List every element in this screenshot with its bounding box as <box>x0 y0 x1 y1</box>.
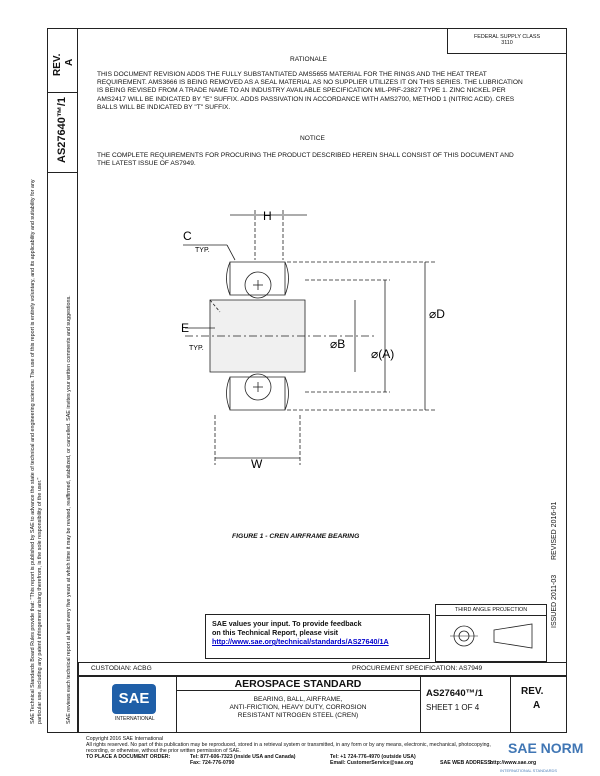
outer-ring-top-arc-right <box>285 262 289 295</box>
projection-symbol <box>436 616 546 656</box>
notice-heading: NOTICE <box>300 135 325 142</box>
strip-doc-number: AS27640™/1 <box>56 96 68 163</box>
footer-web[interactable]: http://www.sae.org <box>490 760 537 766</box>
feedback-line2: on this Technical Report, please visit <box>212 628 339 637</box>
standard-title: AEROSPACE STANDARD <box>234 678 362 690</box>
title-doc-number: AS27640™/1 <box>426 688 484 699</box>
projection-box <box>435 604 547 662</box>
sheet-number: SHEET 1 OF 4 <box>426 703 480 712</box>
label-d: ⌀D <box>429 307 445 321</box>
label-b: ⌀B <box>330 337 346 351</box>
sae-logo-sub: INTERNATIONAL <box>115 716 155 722</box>
footer-email: Email: CustomerService@sae.org <box>330 760 414 766</box>
label-a: ⌀(A) <box>371 347 395 361</box>
federal-supply-label: FEDERAL SUPPLY CLASS <box>473 34 541 40</box>
footer-rights: All rights reserved. No part of this publication may be reproduced, stored in a retrieval system or transmitted, in any form or by any means, electronic, mechanical, photocopying, <box>86 742 491 748</box>
strip-divider-2 <box>47 172 78 173</box>
projection-label: THIRD ANGLE PROJECTION <box>436 605 546 616</box>
outer-ring-top <box>230 262 285 295</box>
rationale-heading: RATIONALE <box>290 56 327 63</box>
footer-rights-2: recording, or otherwise, without the prior written permission of SAE. <box>86 748 241 754</box>
footer-copyright: Copyright 2016 SAE International <box>86 736 163 742</box>
footer-fax: Fax: 724-776-0790 <box>190 760 235 766</box>
federal-supply-value: 3110 <box>501 40 513 47</box>
watermark-sub: INTERNATIONAL STANDARDS <box>500 768 558 773</box>
disclaimer-2: SAE reviews each technical report at least every five years at which time it may be revised, reaffirmed, stabilized, or cancelled. SAE invites your written comments and suggestions. <box>66 295 72 724</box>
label-c: C <box>183 229 192 243</box>
footer-tel2: Tel: +1 724-776-4970 (outside USA) <box>330 754 416 760</box>
label-e-typ: TYP. <box>189 345 204 352</box>
procurement-spec: PROCUREMENT SPECIFICATION: AS7949 <box>352 665 483 672</box>
feedback-link[interactable]: http://www.sae.org/technical/standards/AS27640/1A <box>212 637 389 646</box>
outer-ring-bottom <box>230 377 285 410</box>
desc-line3: RESISTANT NITROGEN STEEL (CREN) <box>237 712 359 719</box>
footer-web-label: SAE WEB ADDRESS: <box>440 760 493 766</box>
feedback-line1: SAE values your input. To provide feedback <box>212 619 362 628</box>
title-rev-value: A <box>533 700 541 711</box>
outer-ring-bottom-arc-left <box>227 377 231 410</box>
c-leader-2 <box>227 245 235 260</box>
title-rev-label: REV. <box>521 686 544 697</box>
desc-line1: BEARING, BALL, AIRFRAME, <box>253 696 343 703</box>
custodian: CUSTODIAN: ACBG <box>91 665 152 672</box>
rationale-text: THIS DOCUMENT REVISION ADDS THE FULLY SUBSTANTIATED AMS5655 MATERIAL FOR THE RINGS AND THE HEAT TREAT REQUIREMENT. AMS3666 IS BEING REMOVED AS A SEAL MATERIAL AS NO SUPPLIER UTILIZES IT ON THIS SERIES. THE LUBRICATION IS BEING REVISED FROM A TRADE NAME TO AN INDUSTRY AVAILABLE SPECIFICATION MIL-PRF-23827 TYPE 1. ZINC NICKEL PER AMS2417 WILL BE INDICATED BY "E" SUFFIX. ADDS PASSIVATION IN ACCORDANCE WITH AMS2700, METHOD 1 (NITRIC ACID). CRES BALLS WILL BE INDICATED BY "T" SUFFIX. <box>97 71 523 111</box>
label-w: W <box>251 457 263 471</box>
strip-divider <box>47 92 78 93</box>
sae-logo: SAE <box>112 684 156 714</box>
notice-text: THE COMPLETE REQUIREMENTS FOR PROCURING THE PRODUCT DESCRIBED HEREIN SHALL CONSIST OF THIS DOCUMENT AND THE LATEST ISSUE OF AS7949. <box>97 152 514 168</box>
outer-ring-bottom-arc-right <box>285 377 289 410</box>
strip-rev-label: REV. <box>52 53 63 76</box>
strip-rev-value: A <box>64 58 75 66</box>
revised-date: REVISED 2016-01 <box>551 501 558 560</box>
label-c-typ: TYP. <box>195 247 210 254</box>
label-e: E <box>181 321 190 335</box>
federal-supply-box <box>447 28 567 54</box>
desc-line2: ANTI-FRICTION, HEAVY DUTY, CORROSION <box>229 704 367 711</box>
bearing-drawing <box>175 200 455 475</box>
footer-tel: Tel: 877-606-7323 (inside USA and Canada) <box>190 754 296 760</box>
feedback-box <box>205 614 430 659</box>
footer-order-label: TO PLACE A DOCUMENT ORDER: <box>86 754 171 760</box>
figure-caption: FIGURE 1 - CREN AIRFRAME BEARING <box>232 533 360 540</box>
label-h: H <box>263 209 272 223</box>
issued-date: ISSUED 2011-03 <box>551 574 558 628</box>
watermark: SAE NORM <box>508 740 584 756</box>
outer-ring-top-arc-left <box>227 262 231 295</box>
disclaimer-1: SAE Technical Standards Board Rules provide that: "This report is published by SAE to advance the state of technical and engineering sciences. The use of this report is entirely voluntary, and its applicability and suitability for any particular use, including any patent infringement arising therefrom, is the sole responsibility of the user." <box>30 179 43 724</box>
